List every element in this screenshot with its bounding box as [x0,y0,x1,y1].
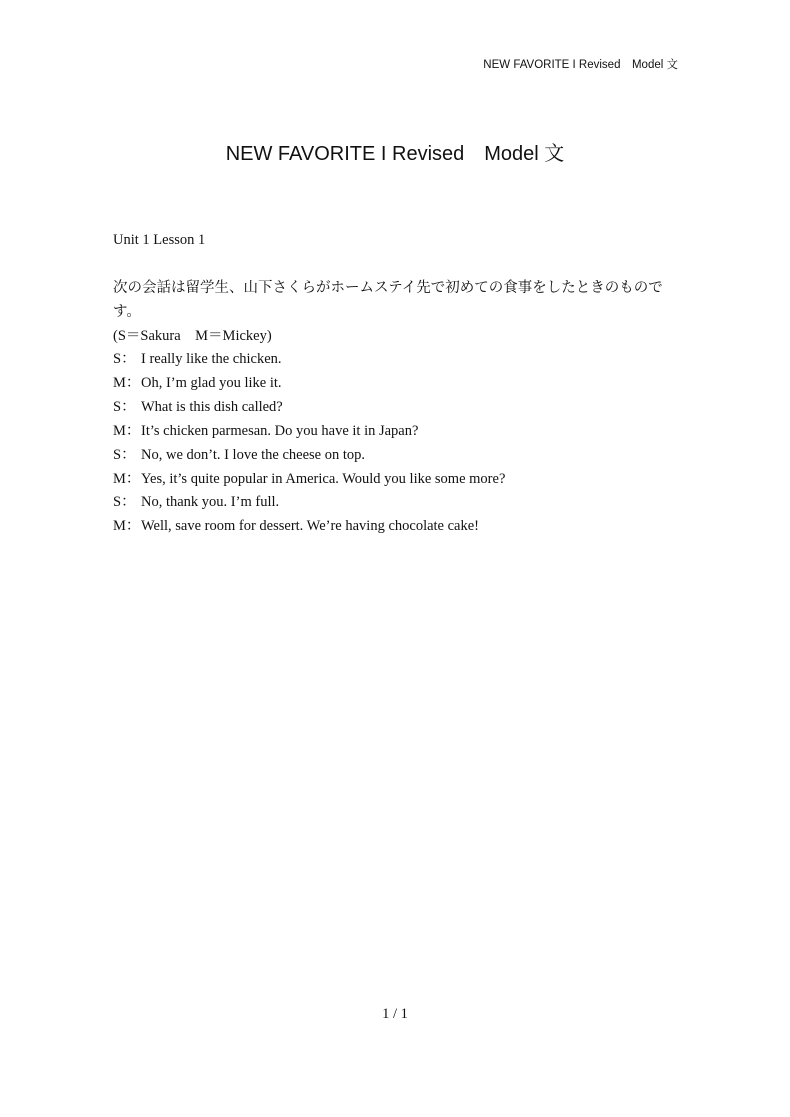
speaker-label: M： [113,374,141,391]
speaker-legend: (S＝Sakura M＝Mickey) [113,328,272,344]
dialogue-line [113,468,690,492]
dialogue-line [113,515,690,539]
speaker-label: S： [113,351,136,367]
utterance-text: Well, save room for dessert. We’re having chocolate cake! [141,518,480,535]
utterance-text: It’s chicken parmesan. Do you have it in Japan? [141,422,419,439]
utterance-text: Yes, it’s quite popular in America. Would you like some more? [141,470,506,487]
utterance-text: What is this dish called? [141,398,283,415]
utterance-text: I really like the chicken. [141,351,282,367]
page-number: 1 / 1 [382,1006,408,1022]
speaker-label: M： [113,518,141,535]
speaker-label: S： [113,446,136,463]
dialogue-line [113,444,690,468]
running-header: NEW FAVORITE I Revised Model 文 [483,59,678,71]
section-heading: Unit 1 Lesson 1 [113,232,206,248]
dialogue-line [113,420,690,444]
page-title: NEW FAVORITE I Revised Model 文 [225,143,565,165]
dialogue-line [113,348,690,372]
dialogue-block [113,348,690,539]
utterance-text: No, thank you. I’m full. [141,494,280,511]
utterance-text: No, we don’t. I love the cheese on top. [141,446,366,463]
speaker-label: M： [113,422,141,439]
speaker-label: S： [113,494,136,511]
speaker-label: S： [113,398,136,415]
speaker-label: M： [113,470,141,487]
intro-japanese-text: 次の会話は留学生、山下さくらがホームステイ先で初めての食事をしたときのものです。 [113,280,663,320]
utterance-text: Oh, I’m glad you like it. [141,374,282,391]
dialogue-line [113,396,690,420]
dialogue-line [113,491,690,515]
dialogue-line [113,372,690,396]
intro-block [113,276,690,348]
